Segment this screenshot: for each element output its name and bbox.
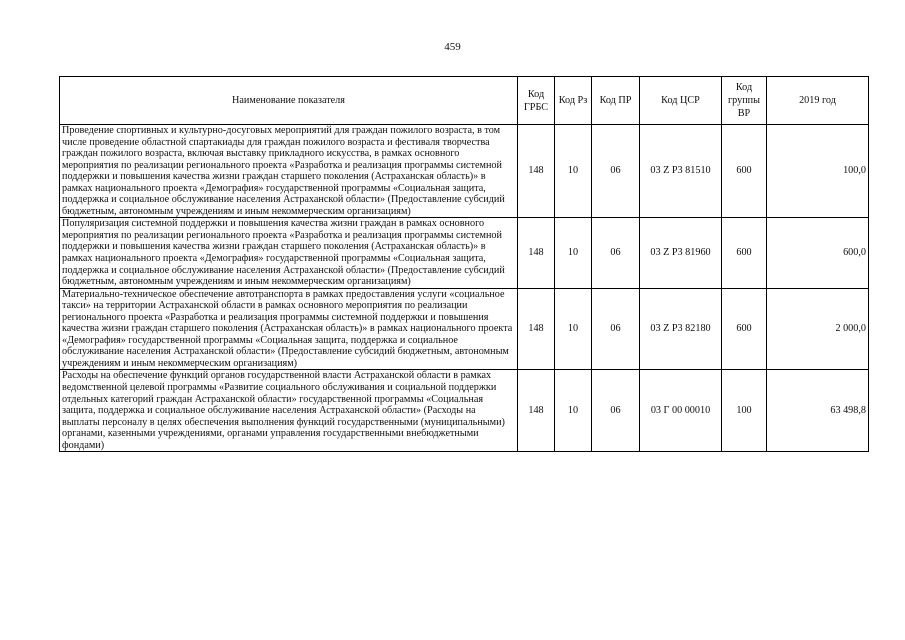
row-vr: 100 xyxy=(722,370,767,452)
row-name: Расходы на обеспечение функций органов государственной власти Астраханской области в рамках ведомственной целевой программы «Развитие социального обслуживания и социальной поддержки отдельных категорий граждан Астраханской области» государственной программы «Социальная защита, поддержка и социальное обслуживание населения Астраханской области» (Расходы на выплаты персоналу в целях обеспечения выполнения функций государственными (муниципальными) органами, казенными учреждениями, органами управления государственными внебюджетными фондами) xyxy=(60,370,518,452)
row-rz: 10 xyxy=(555,218,592,288)
table-row xyxy=(60,218,869,288)
row-pr: 06 xyxy=(592,218,640,288)
row-csr: 03 Z P3 81960 xyxy=(640,218,722,288)
header-pr: Код ПР xyxy=(592,77,640,125)
table-row xyxy=(60,125,869,218)
row-grbs: 148 xyxy=(518,288,555,370)
row-name: Материально-техническое обеспечение автотранспорта в рамках предоставления услуги «социальное такси» на территории Астраханской области в рамках основного мероприятия по реализации регионального проекта «Разработка и реализация программы системной поддержки и повышения качества жизни граждан старшего поколения (Астраханская область)» в рамках национального проекта «Демография» государственной программы «Социальная защита, поддержка и социальное обслуживание населения Астраханской области» (Предоставление субсидий бюджетным, автономным учреждениям и иным некоммерческим организациям) xyxy=(60,288,518,370)
row-amount: 63 498,8 xyxy=(767,370,869,452)
row-csr: 03 Z P3 82180 xyxy=(640,288,722,370)
row-name: Проведение спортивных и культурно-досуговых мероприятий для граждан пожилого возраста, в том числе проведение областной спартакиады для граждан пожилого возраста и фестиваля творчества граждан пожилого возраста, включая выставку прикладного искусства, в рамках основного мероприятия по реализации регионального проекта «Разработка и реализация программы системной поддержки и повышения качества жизни граждан старшего поколения (Астраханская область)» в рамках национального проекта «Демография» государственной программы «Социальная защита, поддержка и социальное обслуживание населения Астраханской области» (Предоставление субсидий бюджетным, автономным учреждениям и иным некоммерческим организациям) xyxy=(60,125,518,218)
row-csr: 03 Z P3 81510 xyxy=(640,125,722,218)
table-row xyxy=(60,370,869,452)
row-name: Популяризация системной поддержки и повышения качества жизни граждан в рамках основного мероприятия по реализации регионального проекта «Разработка и реализация программы системной поддержки и повышения качества жизни граждан старшего поколения (Астраханская область)» в рамках национального проекта «Демография» государственной программы «Социальная защита, поддержка и социальное обслуживание населения Астраханской области» (Предоставление субсидий бюджетным, автономным учреждениям и иным некоммерческим организациям) xyxy=(60,218,518,288)
row-grbs: 148 xyxy=(518,125,555,218)
row-amount: 2 000,0 xyxy=(767,288,869,370)
row-rz: 10 xyxy=(555,370,592,452)
page-number: 459 xyxy=(444,41,461,53)
row-pr: 06 xyxy=(592,125,640,218)
header-csr: Код ЦСР xyxy=(640,77,722,125)
header-year: 2019 год xyxy=(767,77,869,125)
row-vr: 600 xyxy=(722,288,767,370)
row-vr: 600 xyxy=(722,218,767,288)
row-vr: 600 xyxy=(722,125,767,218)
header-name: Наименование показателя xyxy=(60,77,518,125)
row-amount: 600,0 xyxy=(767,218,869,288)
row-csr: 03 Г 00 00010 xyxy=(640,370,722,452)
table-header-row xyxy=(60,77,869,125)
budget-table xyxy=(59,76,869,452)
header-vr: Код группы ВР xyxy=(722,77,767,125)
table-row xyxy=(60,288,869,370)
row-grbs: 148 xyxy=(518,370,555,452)
row-amount: 100,0 xyxy=(767,125,869,218)
row-pr: 06 xyxy=(592,288,640,370)
row-grbs: 148 xyxy=(518,218,555,288)
row-rz: 10 xyxy=(555,288,592,370)
row-pr: 06 xyxy=(592,370,640,452)
row-rz: 10 xyxy=(555,125,592,218)
header-grbs: Код ГРБС xyxy=(518,77,555,125)
header-rz: Код Рз xyxy=(555,77,592,125)
